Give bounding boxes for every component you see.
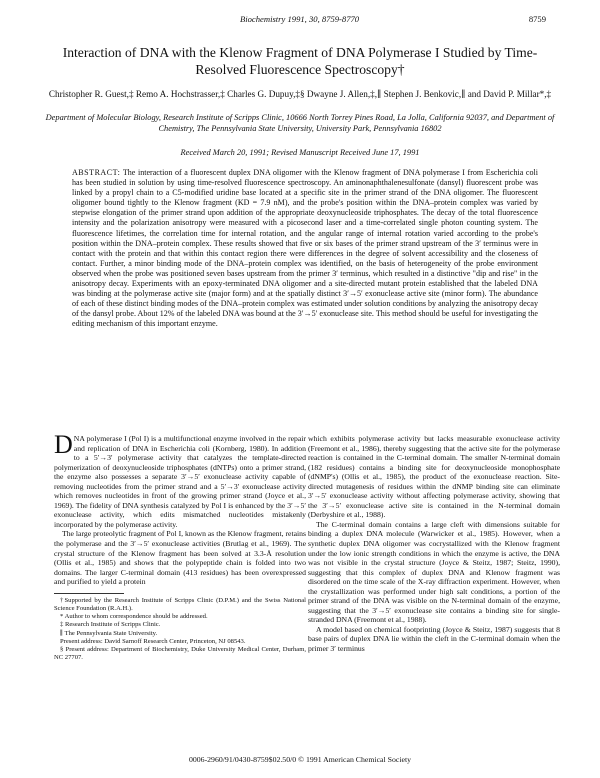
footnote: ∥ The Pennsylvania State University. xyxy=(60,629,158,637)
intro-paragraph xyxy=(54,430,306,529)
footnotes xyxy=(54,597,306,663)
abstract-label: ABSTRACT: xyxy=(72,168,121,177)
received-dates: Received March 20, 1991; Revised Manuscript Received June 17, 1991 xyxy=(180,148,420,157)
klenow-paragraph: The large proteolytic fragment of Pol I, known as the Klenow fragment, retains the polymerase and the 3′→5′ exonuclease activities (Brutlag et al., 1969). The crystal structure of the Klenow fragment has been solved at 3.3-Å resolution (Ollis et al., 1985) and shows that the polypeptide chain is folded into two domains. The larger C-terminal domain (413 residues) has been overexpressed and purified to yield a protein xyxy=(54,529,306,587)
drop-cap: D xyxy=(54,430,73,459)
right-column xyxy=(308,434,560,654)
footnote: ‡ Research Institute of Scripps Clinic. xyxy=(60,621,161,629)
footnote: * Author to whom correspondence should be addressed. xyxy=(60,613,208,621)
copyright-line: 0006-2960/91/0430-8759$02.50/0 © 1991 American Chemical Society xyxy=(188,755,412,764)
footnote: § Present address: Department of Biochemistry, Duke University Medical Center, Durham, NC 27707. xyxy=(54,645,306,662)
author-list: Christopher R. Guest,‡ Remo A. Hochstrasser,‡ Charles G. Dupuy,‡§ Dwayne J. Allen,‡,∥ Stephen J. Benkovic,∥ and David P. Millar*,‡ xyxy=(48,89,552,99)
body-paragraph: A model based on chemical footprinting (Joyce & Steitz, 1987) suggests that 8 base pairs of duplex DNA lie within the cleft in the C-terminal domain when the primer 3′ terminus xyxy=(308,624,560,654)
body-paragraph: The C-terminal domain contains a large cleft with dimensions suitable for binding a duplex DNA molecule (Warwicker et al., 1985). However, when a synthetic duplex DNA oligomer was cocrystallized with the Klenow fragment under the low ionic strength conditions in which the enzyme is active, the DNA was not visible in the crystal structure (Joyce & Steitz, 1987; Steitz, 1990), suggesting that this complex of duplex DNA and Klenow fragment was disordered on the time scale of the X-ray diffraction experiment. However, when the crystallization was performed under high salt conditions, a portion of the primer strand of the DNA was visible on the N-terminal domain of the enzyme, suggesting that the 3′→5′ exonuclease site contains a binding site for single-stranded DNA (Freemont et al., 1988). xyxy=(308,519,560,625)
affiliations: Department of Molecular Biology, Research Institute of Scripps Clinic, 10666 North Torrey Pines Road, La Jolla, California 92037, and Department of Chemistry, The Pennsylvania State University, University Park, Pennsylvania 16802 xyxy=(45,113,555,133)
journal-citation: Biochemistry 1991, 30, 8759-8770 xyxy=(240,14,360,24)
abstract-text: The interaction of a fluorescent duplex DNA oligomer with the Klenow fragment of DNA polymerase I from Escherichia coli has been studied in solution by using time-resolved fluorescence spectroscopy. An aminonaphthalenesulfonate (dansyl) fluorescent probe was linked by a propyl chain to a C5-modified uridine base located at a specific site in the primer strand of the DNA oligomer. The fluorescent oligomer bound tightly to the Klenow fragment (KD = 7.9 nM), and the probe's position within the DNA–protein complex was varied by stepwise elongation of the primer strand upon addition of the appropriate deoxynucleoside triphosphates. The decay of the total fluorescence intensity and the polarization anisotropy were measured with a picosecond laser and a time-correlated single photon counting system. The fluorescence lifetimes, the correlation time for internal rotation, and the angular range of internal rotation varied according to the probe's position within the DNA–protein complex. These results showed that five or six bases of the primer strand upstream of the 3′ terminus were in contact with the protein and that within this contact region there were differences in the degree of solvent accessibility and the closeness of contact. Further, a minor binding mode of the DNA–protein complex was identified, on the basis of heterogeneity of the probe environment observed when the probe was positioned seven bases upstream from the primer 3′ terminus, which resulted in a distinctive "dip and rise" in the anisotropy decay. Experiments with an epoxy-terminated DNA oligomer and a site-directed mutant protein established that the labeled DNA was binding at the polymerase active site (major form) and at the spatially distinct 3′→5′ exonuclease active site (minor form). The abundance of each of these distinct binding modes of the DNA–protein complex was estimated under solution conditions by analyzing the anisotropy decay of the dansyl probe. About 12% of the labeled DNA was bound at the 3′→5′ exonuclease site. This method should be useful for investigating the editing mechanism of this important enzyme. xyxy=(72,168,538,329)
article-title: Interaction of DNA with the Klenow Fragment of DNA Polymerase I Studied by Time-Resolved Fluorescence Spectroscopy† xyxy=(62,45,538,77)
page-number: 8759 xyxy=(528,14,546,24)
abstract xyxy=(72,168,538,330)
footnote: Present address: David Sarnoff Research Center, Princeton, NJ 08543. xyxy=(60,637,246,645)
footnote-rule xyxy=(54,593,124,594)
footnote: †Supported by the Research Institute of Scripps Clinic (D.P.M.) and the Swiss National Science Foundation (R.A.H.). xyxy=(54,596,306,612)
body-paragraph: which exhibits polymerase activity but lacks measurable exonuclease activity (Freemont et al., 1986), thereby suggesting that the active site for the polymerase reaction is contained in the C-terminal domain. The smaller N-terminal domain (182 residues) contains a binding site for deoxynucleoside monophosphate (dNMP's) (Ollis et al., 1985), the product of the exonuclease reaction. Site-directed mutagenesis of residues within the dNMP binding site can eliminate 3′→5′ exonuclease activity without affecting polymerase activity, showing that the 3′→5′ exonuclease active site is contained in the N-terminal domain (Derbyshire et al., 1988). xyxy=(308,434,560,520)
intro-text: NA polymerase I (Pol I) is a multifunctional enzyme involved in the repair and replication of DNA in Escherichia coli (Kornberg, 1980). In addition to a 5′→3′ polymerase activity that catalyzes the template-directed polymerization of deoxynucleoside triphosphates (dNTPs) onto a primer strand, the enzyme also possesses a separate 3′→5′ exonuclease activity capable of removing nucleotides from the primer strand and a 5′→3′ exonuclease activity which removes nucleotides in front of the growing primer strand (Joyce et al., 1969). The fidelity of DNA synthesis catalyzed by Pol I is enhanced by the 3′→5′ exonuclease activity, which edits mismatched nucleotides mistakenly incorporated by the polymerase activity. xyxy=(54,434,306,529)
left-column xyxy=(54,430,306,662)
